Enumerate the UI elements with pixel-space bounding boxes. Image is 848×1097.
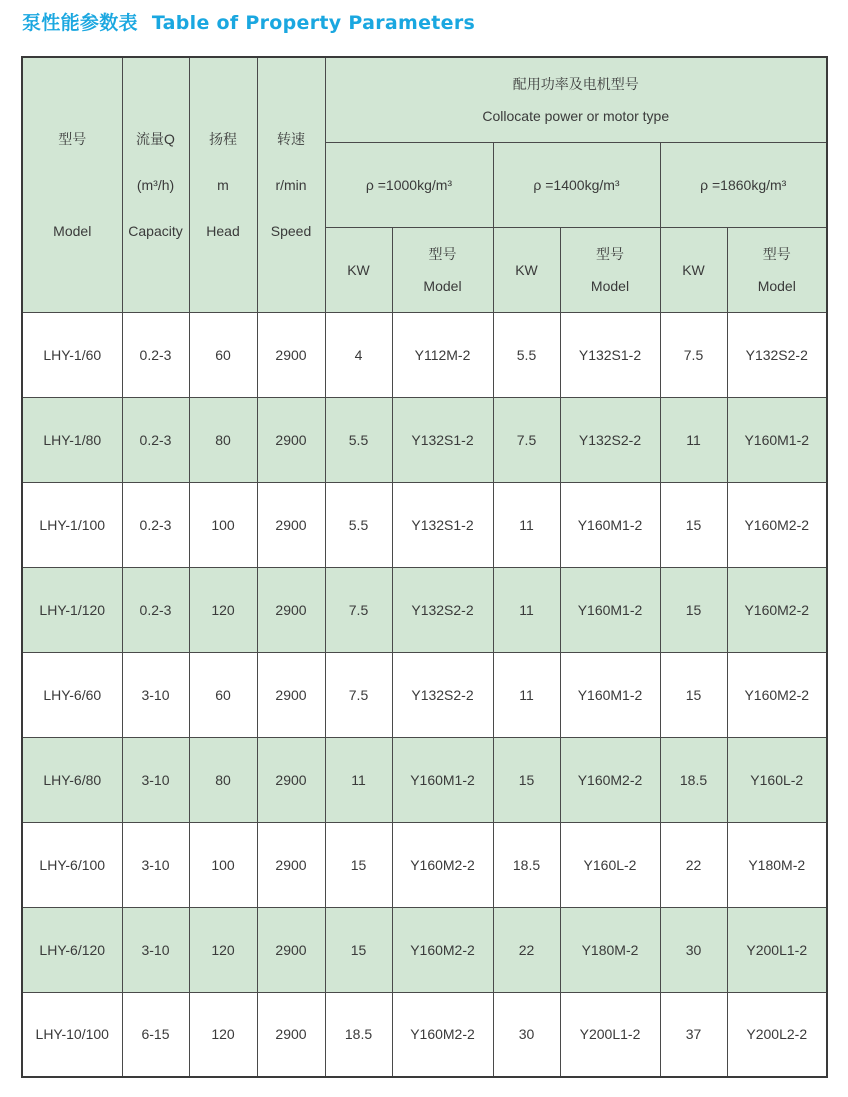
cell-motor-1000: Y132S2-2 — [392, 652, 493, 737]
cell-kw-1400: 11 — [493, 482, 560, 567]
cell-model: LHY-1/100 — [22, 482, 122, 567]
cell-motor-1400: Y132S2-2 — [560, 397, 660, 482]
cell-capacity: 3-10 — [122, 907, 189, 992]
cell-motor-1000: Y132S1-2 — [392, 482, 493, 567]
cell-motor-1000: Y112M-2 — [392, 312, 493, 397]
table-row — [22, 312, 827, 397]
cell-motor-1000: Y132S2-2 — [392, 567, 493, 652]
cell-kw-1860: 18.5 — [660, 737, 727, 822]
header-head-en: Head — [206, 222, 240, 239]
header-motor-model — [392, 227, 493, 312]
cell-motor-1400: Y160M2-2 — [560, 737, 660, 822]
cell-kw-1860: 22 — [660, 822, 727, 907]
cell-motor-1860: Y180M-2 — [727, 822, 827, 907]
header-motor-model-en: Model — [757, 277, 796, 294]
header-speed — [257, 57, 325, 312]
cell-motor-1000: Y160M2-2 — [392, 822, 493, 907]
cell-kw-1000: 4 — [325, 312, 392, 397]
cell-model: LHY-6/120 — [22, 907, 122, 992]
header-capacity-en: Capacity — [128, 222, 183, 239]
cell-model: LHY-1/80 — [22, 397, 122, 482]
cell-model: LHY-10/100 — [22, 992, 122, 1077]
cell-motor-1000: Y160M2-2 — [392, 992, 493, 1077]
cell-kw-1400: 30 — [493, 992, 560, 1077]
cell-model: LHY-6/80 — [22, 737, 122, 822]
header-motor-model-cn: 型号 — [762, 245, 791, 262]
cell-kw-1000: 18.5 — [325, 992, 392, 1077]
cell-head: 60 — [189, 312, 257, 397]
cell-motor-1860: Y160M1-2 — [727, 397, 827, 482]
header-speed-cn: 转速 — [277, 130, 305, 147]
header-collocate — [325, 57, 827, 142]
cell-speed: 2900 — [257, 822, 325, 907]
cell-kw-1000: 7.5 — [325, 652, 392, 737]
cell-model: LHY-6/100 — [22, 822, 122, 907]
cell-capacity: 6-15 — [122, 992, 189, 1077]
cell-kw-1860: 7.5 — [660, 312, 727, 397]
cell-capacity: 3-10 — [122, 822, 189, 907]
cell-motor-1860: Y132S2-2 — [727, 312, 827, 397]
header-capacity — [122, 57, 189, 312]
cell-speed: 2900 — [257, 652, 325, 737]
header-collocate-en: Collocate power or motor type — [482, 107, 670, 124]
cell-kw-1860: 15 — [660, 652, 727, 737]
cell-kw-1860: 37 — [660, 992, 727, 1077]
cell-kw-1860: 15 — [660, 567, 727, 652]
cell-head: 60 — [189, 652, 257, 737]
header-model-en: Model — [53, 222, 92, 239]
header-head-cn: 扬程 — [209, 130, 237, 147]
table-row — [22, 822, 827, 907]
cell-kw-1000: 5.5 — [325, 482, 392, 567]
cell-kw-1860: 15 — [660, 482, 727, 567]
cell-speed: 2900 — [257, 992, 325, 1077]
cell-head: 100 — [189, 822, 257, 907]
table-row — [22, 907, 827, 992]
cell-kw-1000: 15 — [325, 907, 392, 992]
cell-speed: 2900 — [257, 737, 325, 822]
header-motor-model-cn: 型号 — [428, 245, 457, 262]
header-collocate-cn: 配用功率及电机型号 — [512, 75, 639, 92]
cell-head: 80 — [189, 397, 257, 482]
header-motor-model — [560, 227, 660, 312]
cell-motor-1400: Y132S1-2 — [560, 312, 660, 397]
cell-head: 100 — [189, 482, 257, 567]
cell-motor-1000: Y160M1-2 — [392, 737, 493, 822]
cell-motor-1000: Y132S1-2 — [392, 397, 493, 482]
table-row — [22, 992, 827, 1077]
cell-motor-1860: Y160M2-2 — [727, 652, 827, 737]
header-kw: KW — [493, 227, 560, 312]
header-motor-model — [727, 227, 827, 312]
table-row — [22, 652, 827, 737]
cell-kw-1000: 11 — [325, 737, 392, 822]
page-title-en: Table of Property Parameters — [151, 12, 476, 34]
cell-capacity: 3-10 — [122, 652, 189, 737]
header-model — [22, 57, 122, 312]
cell-kw-1400: 18.5 — [493, 822, 560, 907]
header-kw: KW — [325, 227, 392, 312]
property-parameters-table — [21, 56, 828, 1078]
table-row — [22, 737, 827, 822]
cell-head: 120 — [189, 992, 257, 1077]
cell-kw-1400: 11 — [493, 567, 560, 652]
cell-speed: 2900 — [257, 312, 325, 397]
cell-kw-1860: 11 — [660, 397, 727, 482]
cell-kw-1860: 30 — [660, 907, 727, 992]
table-row — [22, 567, 827, 652]
page-title-cn: 泵性能参数表 — [22, 12, 138, 34]
table-row — [22, 397, 827, 482]
cell-kw-1400: 7.5 — [493, 397, 560, 482]
table-body — [22, 312, 827, 1077]
cell-capacity: 3-10 — [122, 737, 189, 822]
cell-head: 120 — [189, 907, 257, 992]
cell-motor-1860: Y160L-2 — [727, 737, 827, 822]
header-density-1400: ρ =1400kg/m³ — [493, 142, 660, 227]
cell-motor-1400: Y160L-2 — [560, 822, 660, 907]
cell-motor-1400: Y180M-2 — [560, 907, 660, 992]
page-title — [22, 8, 475, 35]
cell-speed: 2900 — [257, 482, 325, 567]
cell-capacity: 0.2-3 — [122, 482, 189, 567]
cell-motor-1400: Y200L1-2 — [560, 992, 660, 1077]
header-motor-model-cn: 型号 — [596, 245, 624, 262]
cell-capacity: 0.2-3 — [122, 312, 189, 397]
header-motor-model-en: Model — [423, 277, 462, 294]
cell-kw-1400: 15 — [493, 737, 560, 822]
cell-kw-1000: 15 — [325, 822, 392, 907]
cell-kw-1400: 22 — [493, 907, 560, 992]
cell-head: 120 — [189, 567, 257, 652]
cell-head: 80 — [189, 737, 257, 822]
cell-motor-1860: Y160M2-2 — [727, 482, 827, 567]
cell-kw-1000: 7.5 — [325, 567, 392, 652]
header-capacity-cn: 流量Q — [136, 130, 175, 147]
header-head — [189, 57, 257, 312]
cell-motor-1400: Y160M1-2 — [560, 482, 660, 567]
header-speed-en: Speed — [270, 222, 312, 239]
cell-kw-1400: 11 — [493, 652, 560, 737]
cell-motor-1860: Y160M2-2 — [727, 567, 827, 652]
cell-speed: 2900 — [257, 567, 325, 652]
cell-kw-1000: 5.5 — [325, 397, 392, 482]
header-speed-unit: r/min — [275, 176, 307, 193]
cell-capacity: 0.2-3 — [122, 397, 189, 482]
cell-kw-1400: 5.5 — [493, 312, 560, 397]
cell-model: LHY-1/120 — [22, 567, 122, 652]
cell-capacity: 0.2-3 — [122, 567, 189, 652]
header-kw: KW — [660, 227, 727, 312]
header-head-unit: m — [217, 176, 229, 193]
cell-speed: 2900 — [257, 397, 325, 482]
cell-motor-1860: Y200L1-2 — [727, 907, 827, 992]
cell-model: LHY-1/60 — [22, 312, 122, 397]
header-capacity-unit: (m³/h) — [136, 176, 175, 193]
cell-model: LHY-6/60 — [22, 652, 122, 737]
cell-motor-1400: Y160M1-2 — [560, 567, 660, 652]
header-density-1000: ρ =1000kg/m³ — [325, 142, 493, 227]
table-row — [22, 482, 827, 567]
cell-motor-1860: Y200L2-2 — [727, 992, 827, 1077]
header-motor-model-en: Model — [590, 277, 630, 294]
cell-motor-1000: Y160M2-2 — [392, 907, 493, 992]
header-density-1860: ρ =1860kg/m³ — [660, 142, 827, 227]
cell-speed: 2900 — [257, 907, 325, 992]
header-model-cn: 型号 — [58, 130, 87, 147]
cell-motor-1400: Y160M1-2 — [560, 652, 660, 737]
